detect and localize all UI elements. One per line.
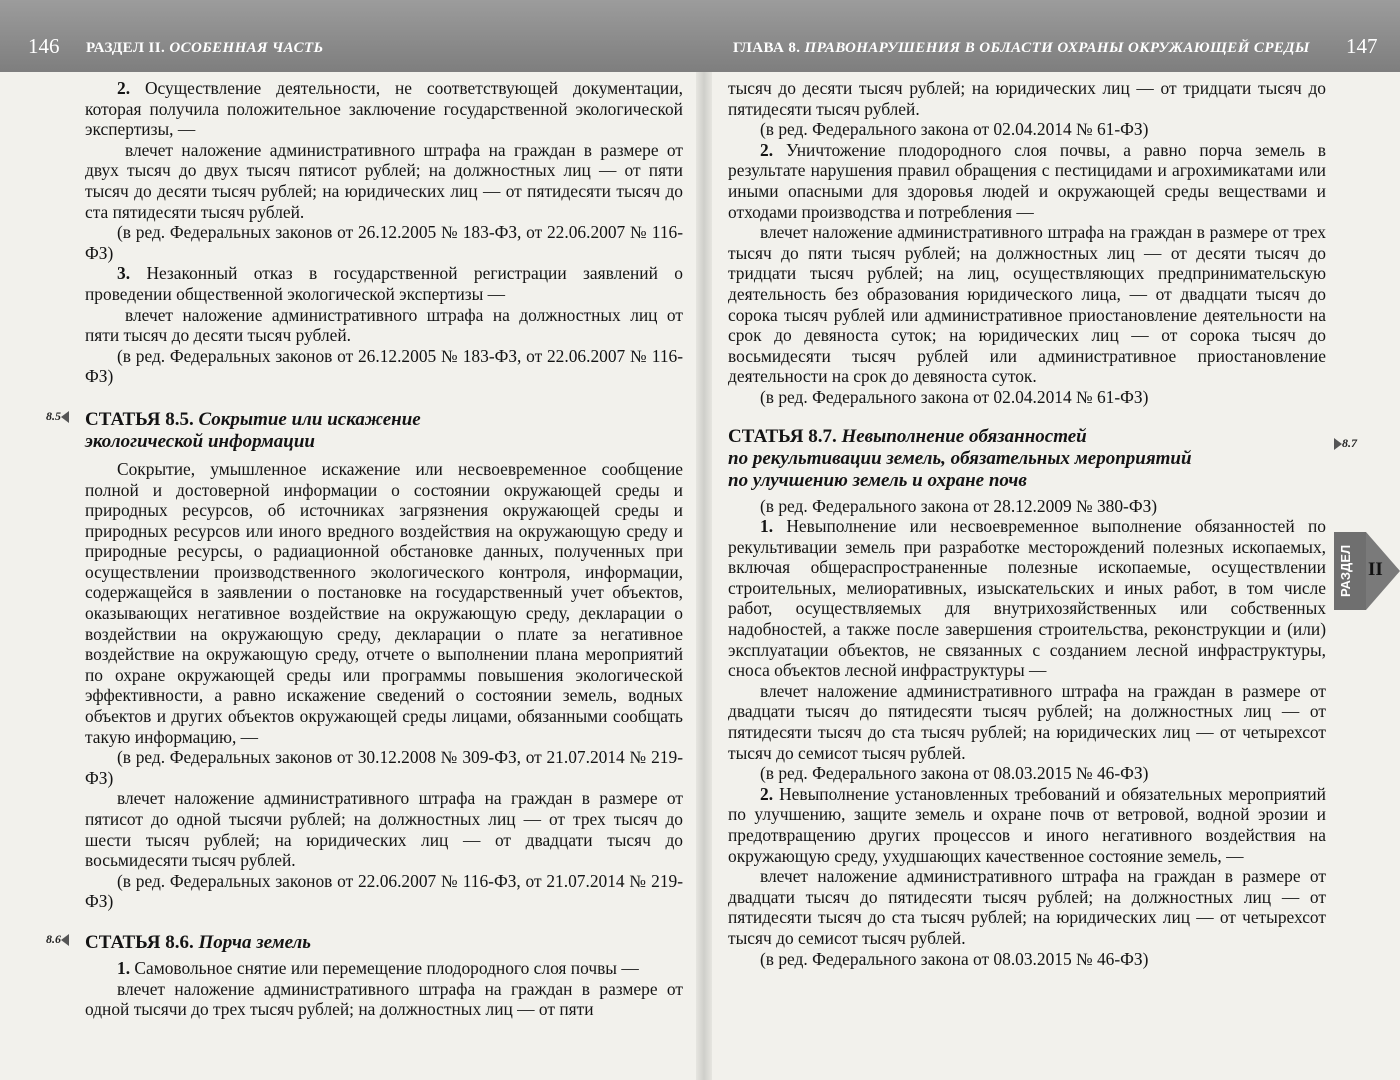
paragraph-2 — [728, 140, 1326, 222]
edition-note: (в ред. Федерального закона от 28.12.2009 № 380-ФЗ) — [760, 495, 1158, 516]
edition-note: (в ред. Федеральных законов от 22.06.2007 № 116-ФЗ, от 21.07.2014 № 219-ФЗ) — [85, 870, 683, 912]
right-chapter-label: ГЛАВА 8. — [733, 40, 801, 56]
article-8-7-heading — [728, 426, 1326, 492]
marker-arrow-icon — [61, 934, 69, 946]
penalty-text: влечет наложение административного штрафа на граждан в размере от двадцати тысяч до пятидесяти тысяч рублей; на должностных лиц — от пятидесяти тысяч до ста тысяч рублей; на юридических лиц — от четырехсот тысяч до семисот тысяч рублей. — [728, 680, 1326, 763]
penalty-text: влечет наложение административного штрафа на граждан в размере от двух тысяч до двух тысяч пятисот рублей; на должностных лиц — от пяти тысяч до десяти тысяч рублей; на юридических лиц — от пятидесяти тысяч до ста пятидесяти тысяч рублей. — [85, 139, 683, 222]
penalty-text: влечет наложение административного штрафа на граждан в размере от двадцати тысяч до пятидесяти тысяч рублей; на должностных лиц — от пятидесяти тысяч до ста тысяч рублей; на юридических лиц — от четырехсот тысяч до семисот тысяч рублей. — [728, 866, 1326, 948]
item-text: Невыполнение установленных требований и обязательных мероприятий по улучшению, защите земель и охране почв от ветровой, водной эрозии и предотвращению других процессов и иного негативного воздействия на окружающую среду, ухудшающих качественное состояние земель, — — [728, 783, 1326, 866]
article-8-6-heading — [85, 932, 683, 954]
item-number: 2. — [117, 78, 131, 98]
book-gutter — [696, 72, 712, 1080]
edition-note: (в ред. Федерального закона от 02.04.2014 № 61-ФЗ) — [760, 386, 1149, 407]
article-title: Невыполнение обязанностей — [841, 425, 1087, 447]
section-thumb-tab — [1334, 532, 1400, 610]
edition-note: (в ред. Федерального закона от 08.03.2015 № 46-ФЗ) — [760, 948, 1149, 969]
article-8-7-item-1 — [728, 516, 1326, 681]
edition-note: (в ред. Федерального закона от 02.04.2014 № 61-ФЗ) — [760, 119, 1149, 140]
edition-note: (в ред. Федеральных законов от 30.12.2008 № 309-ФЗ, от 21.07.2014 № 219-ФЗ) — [85, 747, 683, 788]
article-label: СТАТЬЯ 8.6. — [85, 931, 194, 953]
article-8-6-marker: 8.6 — [46, 932, 69, 947]
item-number: 2. — [760, 139, 774, 160]
left-running-title — [86, 40, 324, 57]
paragraph-3 — [85, 263, 683, 304]
page-header — [0, 0, 1400, 72]
article-title-line-3: по улучшению земель и охране почв — [728, 469, 1027, 491]
item-text: Осуществление деятельности, не соответствующей документации, которая получила положительное заключение государственной экологической экспертизы, — — [85, 78, 683, 140]
paragraph-2 — [85, 78, 683, 140]
edition-note: (в ред. Федеральных законов от 26.12.2005 № 183-ФЗ, от 22.06.2007 № 116-ФЗ) — [85, 222, 683, 263]
right-chapter-title: ПРАВОНАРУШЕНИЯ В ОБЛАСТИ ОХРАНЫ ОКРУЖАЮЩЕЙ СРЕДЫ — [804, 40, 1310, 56]
marker-arrow-icon — [61, 411, 69, 423]
edition-note: (в ред. Федерального закона от 08.03.2015 № 46-ФЗ) — [760, 763, 1149, 784]
penalty-text: влечет наложение административного штрафа на граждан в размере от одной тысячи до трех тысяч рублей; на должностных лиц — от пяти — [85, 978, 683, 1020]
article-8-7-item-2 — [728, 784, 1326, 866]
penalty-text: влечет наложение административного штрафа на должностных лиц от пяти тысяч до десяти тысяч рублей. — [85, 304, 683, 346]
right-page-number: 147 — [1346, 34, 1378, 58]
article-8-5-heading — [85, 409, 683, 453]
section-tab-number: II — [1368, 559, 1383, 580]
item-number: 2. — [760, 783, 774, 804]
edition-note: (в ред. Федеральных законов от 26.12.2005 № 183-ФЗ, от 22.06.2007 № 116-ФЗ) — [85, 345, 683, 387]
article-label: СТАТЬЯ 8.7. — [728, 425, 837, 447]
left-page-number: 146 — [28, 34, 60, 58]
penalty-text: влечет наложение административного штрафа на граждан в размере от пятисот до одной тысячи рублей; на должностных лиц — от трех тысяч до шести тысяч рублей; на юридических лиц — от двадцати тысяч до восьмидесяти тысяч рублей. — [85, 788, 683, 871]
article-title-line-2: экологической информации — [85, 430, 315, 452]
left-section-title: ОСОБЕННАЯ ЧАСТЬ — [169, 40, 324, 56]
item-number: 1. — [760, 516, 774, 537]
article-label: СТАТЬЯ 8.5. — [85, 408, 194, 430]
article-8-7-marker: 8.7 — [1334, 436, 1357, 451]
article-title: Порча земель — [198, 931, 311, 953]
right-running-title — [733, 40, 1310, 57]
marker-arrow-icon — [1334, 438, 1342, 450]
article-8-6-item-1 — [85, 958, 683, 979]
article-title-line-2: по рекультивации земель, обязательных мероприятий — [728, 447, 1192, 469]
penalty-text: влечет наложение административного штрафа на граждан в размере от трех тысяч до пяти тысяч рублей; на должностных лиц — от десяти тысяч до тридцати тысяч рублей; на лиц, осуществляющих предпринимательскую деятельность без образования юридического лица, — от двадцати тысяч до сорока тысяч рублей или административное приостановление деятельности на срок до девяноста суток; на юридических лиц — от сорока тысяч до восьмидесяти тысяч рублей или административное приостановление деятельности на срок до девяноста суток. — [728, 222, 1326, 387]
item-number: 1. — [117, 957, 131, 978]
article-8-5-marker: 8.5 — [46, 409, 69, 424]
item-text: Невыполнение или несвоевременное выполнение обязанностей по рекультивации земель при разработке месторождений полезных ископаемых, включая общераспространенные полезные ископаемые, осуществлении строительных, мелиоративных, изыскательских и иных работ, в том числе работ, осуществляемых для внутрихозяйственных или собственных надобностей, а также после завершения строительства, реконструкции и (или) эксплуатации объектов, не связанных с созданием лесной инфраструктуры, сноса объектов лесной инфраструктуры — — [728, 516, 1326, 681]
continued-penalty-text: тысяч до десяти тысяч рублей; на юридических лиц — от тридцати тысяч до пятидесяти тысяч рублей. — [728, 78, 1326, 119]
left-page-body — [85, 78, 683, 1020]
item-text: Незаконный отказ в государственной регистрации заявлений о проведении общественной экологической экспертизы — — [85, 263, 683, 304]
article-title: Сокрытие или искажение — [198, 408, 421, 430]
left-section-label: РАЗДЕЛ II. — [86, 40, 166, 56]
item-number: 3. — [117, 263, 131, 284]
article-8-5-body: Сокрытие, умышленное искажение или несвоевременное сообщение полной и достоверной информации о состоянии окружающей среды и природных ресурсов, об источниках загрязнения окружающей среды и природных ресурсов или иного вредного воздействия на окружающую среду и природные ресурсы, о радиационной обстановке данных, полученных при осуществлении производственного экологического контроля, информации, содержащейся в заявлении о постановке на государственный учет объектов, оказывающих негативное воздействие на окружающую среду, декларации о воздействии на окружающую среду, декларации о плате за негативное воздействие на окружающую среду, отчете о выполнении плана мероприятий по охране окружающей среды или программы повышения экологической эффективности, а равно искажение сведений о состоянии земель, водных объектов и других объектов окружающей среды лицами, обязанными сообщать такую информацию, — — [85, 458, 683, 747]
item-text: Уничтожение плодородного слоя почвы, а равно порча земель в результате нарушения правил обращения с пестицидами и агрохимикатами или иными опасными для здоровья людей и окружающей среды веществами и отходами производства и потребления — — [728, 139, 1326, 222]
section-tab-word: РАЗДЕЛ — [1338, 544, 1353, 598]
item-text: Самовольное снятие или перемещение плодородного слоя почвы — — [134, 957, 639, 978]
right-page-body — [728, 78, 1326, 969]
